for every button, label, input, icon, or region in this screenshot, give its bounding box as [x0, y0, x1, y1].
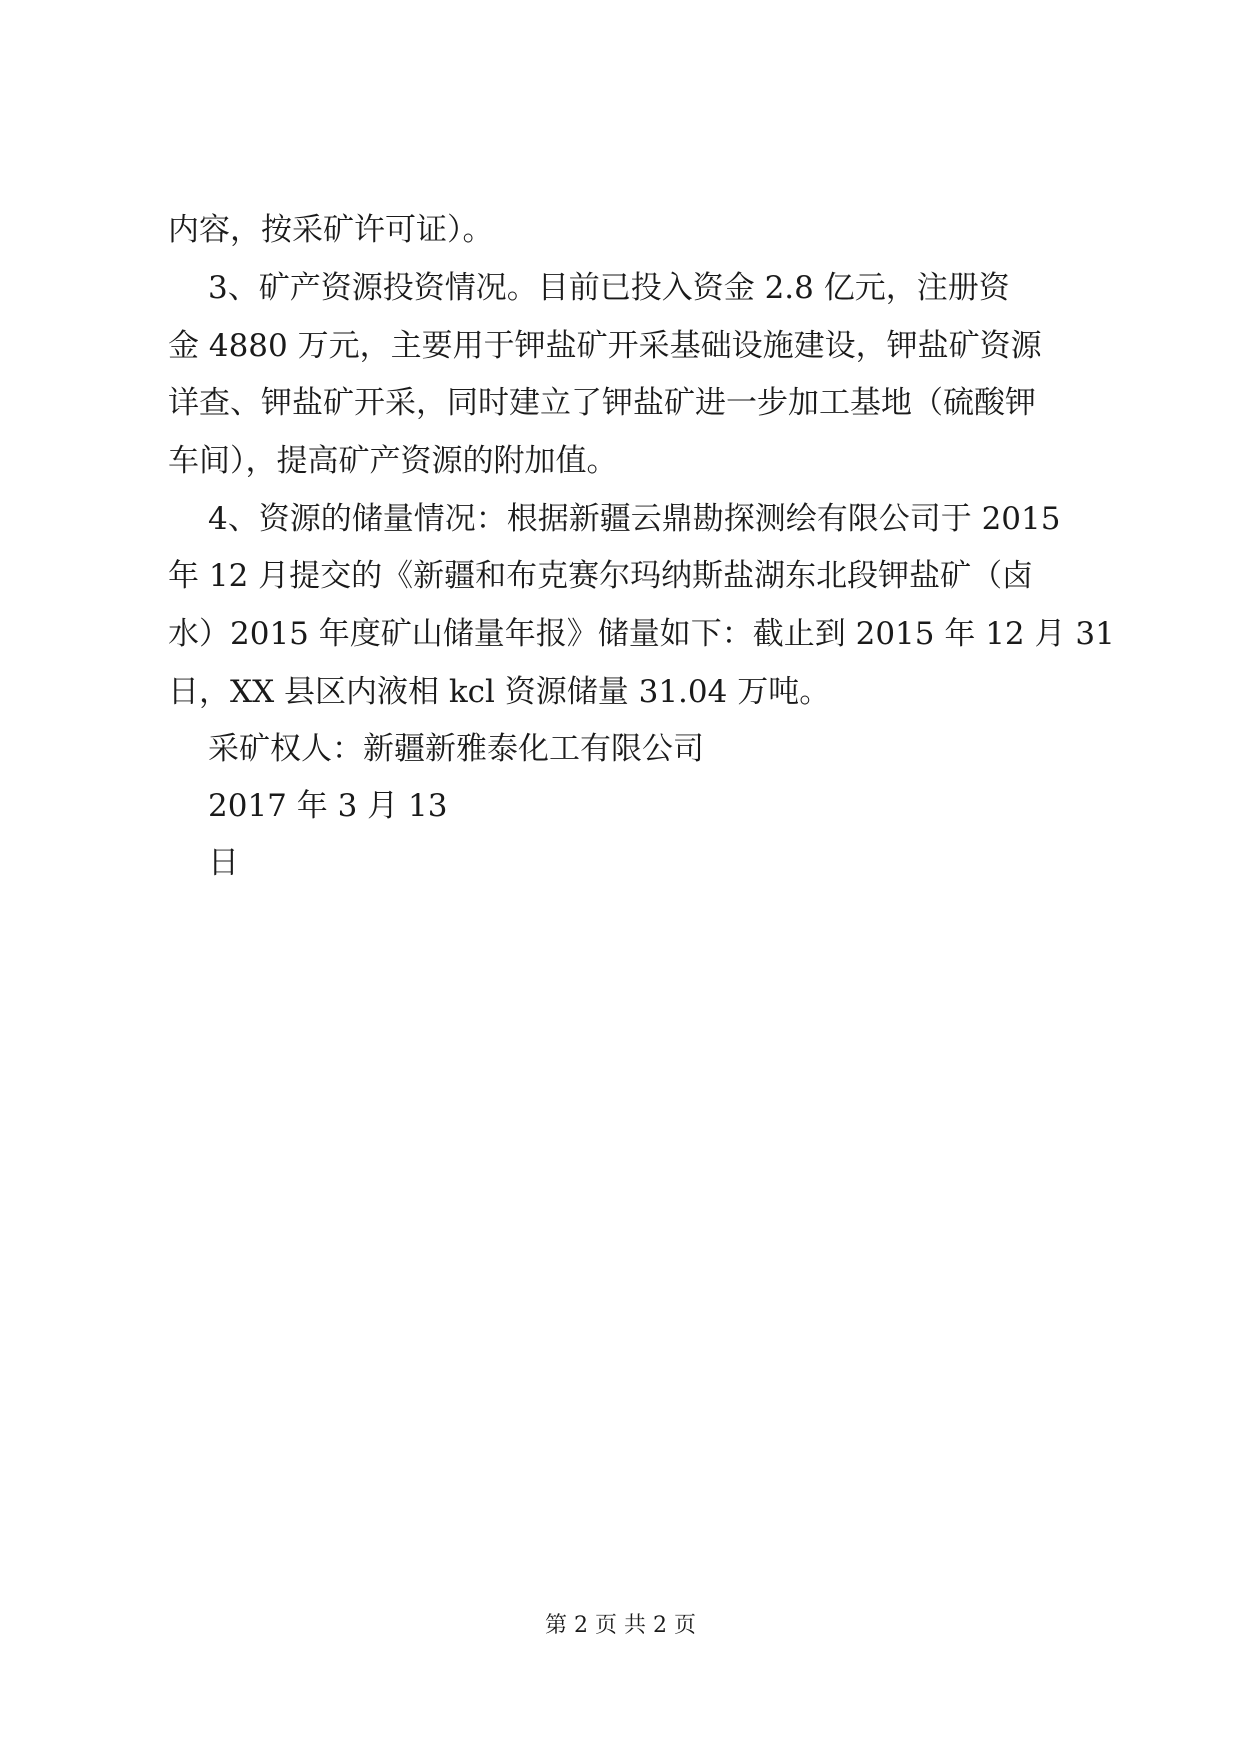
paragraph-line: 内容，按采矿许可证）。: [168, 212, 494, 248]
paragraph-line: 4、资源的储量情况：根据新疆云鼎勘探测绘有限公司于 2015: [208, 501, 1061, 537]
paragraph-line: 日，XX 县区内液相 kcl 资源储量 31.04 万吨。: [168, 674, 831, 710]
paragraph-line: 年 12 月提交的《新疆和布克赛尔玛纳斯盐湖东北段钾盐矿（卤: [168, 558, 1034, 594]
paragraph-line: 3、矿产资源投资情况。目前已投入资金 2.8 亿元，注册资: [208, 270, 1010, 306]
signature-line: 采矿权人：新疆新雅泰化工有限公司: [208, 731, 704, 767]
paragraph-line: 金 4880 万元，主要用于钾盐矿开采基础设施建设，钾盐矿资源: [168, 328, 1042, 364]
page-number-footer: 第 2 页 共 2 页: [545, 1613, 696, 1638]
paragraph-line: 车间），提高矿产资源的附加值。: [168, 443, 618, 479]
date-line: 日: [208, 845, 239, 881]
date-line: 2017 年 3 月 13: [208, 788, 448, 824]
paragraph-line: 详查、钾盐矿开采，同时建立了钾盐矿进一步加工基地（硫酸钾: [168, 385, 1036, 421]
paragraph-line: 水）2015 年度矿山储量年报》储量如下：截止到 2015 年 12 月 31: [168, 616, 1115, 652]
